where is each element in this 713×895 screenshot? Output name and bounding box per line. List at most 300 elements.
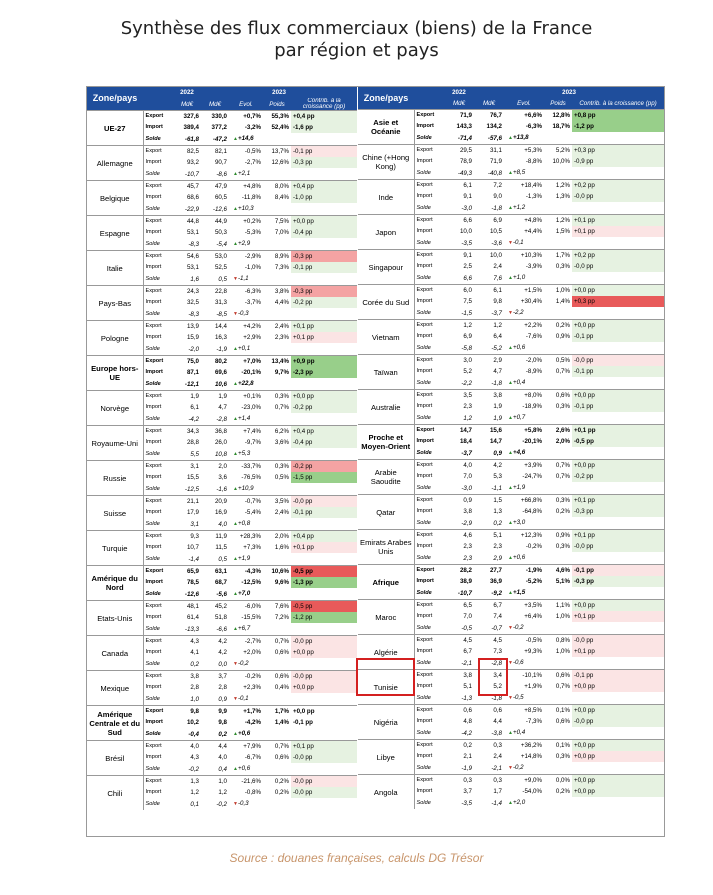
value-2023: -2,1 [491, 764, 502, 772]
weight: 0,2% [544, 320, 572, 332]
evolution: +2,3% [243, 684, 261, 691]
contribution [572, 692, 664, 705]
solde-change: ▲+13,8 [508, 134, 529, 141]
flow-label: Solde [145, 135, 161, 142]
flow-label: Export [143, 601, 173, 613]
weight: 12,8% [544, 110, 572, 122]
evolution: -1,0% [244, 264, 261, 271]
value-2023: 0,3 [474, 775, 504, 787]
flow-label: Solde [416, 799, 431, 806]
contribution: -0,3 pp [291, 157, 357, 168]
zone-name: Angola [358, 775, 414, 810]
value-2022: 48,1 [173, 601, 201, 613]
weight [544, 237, 572, 250]
flow-label: Solde [416, 554, 431, 561]
value-2022: 3,8 [463, 508, 472, 515]
value-2022: 0,1 [190, 800, 199, 808]
solde-change: ▲+14,6 [233, 135, 254, 142]
arrow-down-icon: ▼ [233, 661, 238, 667]
evolution: -0,7% [229, 496, 263, 508]
contribution: -1,2 pp [291, 612, 357, 623]
evolution: -8,9% [525, 368, 542, 375]
contribution [291, 728, 357, 741]
value-2023: 6,1 [474, 285, 504, 297]
value-2022: -12,1 [184, 380, 199, 388]
weight [263, 133, 291, 146]
evolution: +9,3% [524, 648, 542, 655]
value-2022: 10,0 [459, 228, 472, 235]
evolution: -4,2% [244, 719, 261, 726]
flow-label: Import [145, 124, 163, 130]
value-2022: 1,2 [190, 789, 199, 796]
weight: 0,1% [544, 705, 572, 717]
contribution: -0,5 pp [291, 601, 357, 613]
contribution: +0,1 pp [291, 741, 357, 753]
zone-name: Russie [87, 461, 143, 496]
weight [544, 132, 572, 145]
weight [544, 517, 572, 530]
weight [263, 588, 291, 601]
weight: 8,0% [263, 181, 291, 193]
weight: 4,6% [544, 565, 572, 577]
col-evol: Evol. [229, 98, 263, 111]
flow-label: Import [416, 228, 433, 234]
col-md-2022: Md€ [444, 98, 474, 110]
flow-label: Solde [416, 519, 431, 526]
value-2023: 9,9 [201, 706, 229, 718]
value-2023: 4,2 [201, 636, 229, 648]
contribution [572, 552, 664, 565]
value-2022: -13,3 [184, 625, 199, 633]
zone-name: Canada [87, 636, 143, 671]
table-row [87, 181, 357, 193]
value-2023: -0,7 [491, 624, 502, 632]
evolution: +6,6% [504, 110, 544, 122]
value-2022: 45,7 [173, 181, 201, 193]
weight: 12,6% [271, 159, 289, 166]
col-md-2022: Md€ [173, 98, 201, 111]
value-2022: -4,2 [461, 729, 472, 737]
value-2023: 44,9 [201, 216, 229, 228]
flow-label: Import [416, 368, 433, 374]
source-note: Source : douanes françaises, calculs DG Trésor [229, 851, 484, 865]
solde-change: ▲+2,1 [233, 170, 251, 177]
contribution [291, 378, 357, 391]
flow-label: Import [416, 438, 434, 444]
contribution: -0,5 pp [291, 566, 357, 578]
contribution [572, 202, 664, 215]
evolution: +3,5% [504, 600, 544, 612]
contribution: -0,0 pp [572, 355, 664, 367]
flow-label: Solde [416, 729, 431, 736]
value-2022: 29,5 [444, 145, 474, 157]
solde-change: ▲+1,5 [508, 589, 526, 596]
contribution: +0,1 pp [291, 542, 357, 553]
value-2023: -47,2 [212, 135, 227, 143]
arrow-up-icon: ▲ [508, 170, 513, 176]
contribution [572, 657, 664, 670]
arrow-up-icon: ▲ [233, 556, 238, 562]
contribution [572, 167, 664, 180]
weight: 0,7% [555, 683, 570, 690]
contribution: +0,3 pp [572, 145, 664, 157]
zone-name: Australie [358, 390, 414, 425]
value-2023: 80,2 [201, 356, 229, 368]
flow-label: Export [143, 426, 173, 438]
value-2023: 134,2 [486, 123, 502, 130]
zone-name: Asie et Océanie [358, 110, 414, 145]
value-2023: 0,5 [218, 275, 227, 283]
weight: 3,8% [263, 286, 291, 298]
solde-change: ▼-0,2 [508, 764, 524, 771]
flow-label: Import [145, 649, 162, 655]
contribution: +0,0 pp [572, 740, 664, 752]
value-2023: 5,3 [493, 473, 502, 480]
weight: 9,7% [274, 369, 289, 376]
value-2023: 2,4 [493, 263, 502, 270]
year-2022-header: 2022 [444, 87, 474, 98]
weight: 0,7% [555, 368, 570, 375]
value-2022: 2,8 [190, 684, 199, 691]
value-2023: 11,9 [201, 531, 229, 543]
value-2022: 9,3 [173, 531, 201, 543]
weight: 1,2% [544, 180, 572, 192]
evolution: +0,7% [229, 111, 263, 123]
weight [263, 308, 291, 321]
value-2023: 1,9 [493, 403, 502, 410]
evolution: -0,2% [525, 543, 542, 550]
flow-label: Export [143, 391, 173, 403]
table-row [87, 461, 357, 473]
flow-label: Solde [145, 205, 160, 212]
weight: 0,5% [274, 474, 289, 481]
value-2023: 10,8 [214, 450, 227, 458]
value-2023: 3,7 [201, 671, 229, 683]
value-2023: 20,9 [201, 496, 229, 508]
value-2023: 4,4 [493, 718, 502, 725]
value-2022: 68,6 [186, 194, 199, 201]
contribution [291, 658, 357, 671]
solde-change: ▼-0,6 [508, 659, 524, 666]
evolution: -7,6% [525, 333, 542, 340]
weight [263, 553, 291, 566]
table-row [358, 180, 664, 192]
zone-name: Emirats Arabes Unis [358, 530, 414, 565]
value-2023: 4,2 [218, 649, 227, 656]
solde-change: ▲+5,3 [233, 450, 251, 457]
solde-change: ▼-0,5 [508, 694, 524, 701]
flow-label: Export [414, 110, 444, 122]
contribution: +0,1 pp [572, 215, 664, 227]
value-2022: -71,4 [457, 134, 472, 142]
table-row [87, 251, 357, 263]
table-row [87, 706, 357, 718]
contribution: -0,0 pp [291, 752, 357, 763]
arrow-down-icon: ▼ [508, 695, 513, 701]
value-2023: -2,8 [491, 659, 502, 667]
weight: 0,8% [544, 635, 572, 647]
tunisie-value-highlight-box [478, 658, 508, 696]
weight: 0,3% [555, 753, 570, 760]
value-2022: 82,5 [173, 146, 201, 158]
weight: 0,9% [544, 530, 572, 542]
contribution: -0,5 pp [572, 436, 664, 447]
evolution: -2,7% [244, 159, 261, 166]
arrow-up-icon: ▲ [508, 730, 513, 736]
table-row [87, 111, 357, 123]
flow-label: Solde [145, 275, 160, 282]
arrow-up-icon: ▲ [233, 731, 238, 737]
contribution: -1,5 pp [291, 472, 357, 483]
header-spacer [143, 87, 173, 98]
flow-label: Export [143, 181, 173, 193]
solde-change: ▲+0,6 [233, 730, 251, 737]
contribution: +0,0 pp [572, 320, 664, 332]
value-2023: -1,8 [491, 694, 502, 702]
weight: 0,7% [263, 636, 291, 648]
arrow-down-icon: ▼ [508, 310, 513, 316]
flow-label: Export [414, 565, 444, 577]
value-2023: 1,2 [218, 789, 227, 796]
value-2022: 3,8 [444, 670, 474, 682]
flow-label: Export [143, 636, 173, 648]
col-poids: Poids [263, 98, 291, 111]
table-row [358, 740, 664, 752]
table-row [87, 356, 357, 368]
value-2023: 2,8 [218, 684, 227, 691]
weight: 1,0% [555, 613, 570, 620]
evolution: +4,2% [229, 321, 263, 333]
value-2023: 6,9 [474, 215, 504, 227]
weight: 1,6% [274, 544, 289, 551]
value-2023: 7,6 [493, 274, 502, 282]
value-2022: -2,2 [461, 379, 472, 387]
weight: 2,4% [263, 321, 291, 333]
flow-label: Solde [416, 204, 431, 211]
flow-label: Solde [145, 555, 160, 562]
col-contrib: Contrib. à la croissance (pp) [291, 98, 357, 111]
evolution: -64,8% [522, 508, 542, 515]
weight: 5,2% [544, 145, 572, 157]
value-2022: -49,3 [457, 169, 472, 177]
evolution: +30,4% [520, 298, 542, 305]
weight: 0,3% [555, 403, 570, 410]
contribution [291, 308, 357, 321]
weight [263, 238, 291, 251]
contribution: +0,0 pp [572, 390, 664, 402]
evolution: +4,8% [504, 215, 544, 227]
flow-label: Solde [145, 730, 161, 737]
flow-label: Import [416, 788, 433, 794]
value-2023: 4,7 [218, 404, 227, 411]
zone-name: Afrique [358, 565, 414, 600]
zone-name: Turquie [87, 531, 143, 566]
value-2023: 4,4 [201, 741, 229, 753]
value-2022: 2,1 [463, 753, 472, 760]
value-2023: 1,2 [474, 320, 504, 332]
value-2022: -61,8 [184, 135, 199, 143]
contribution: -1,6 pp [291, 122, 357, 133]
value-2023: 14,4 [201, 321, 229, 333]
weight: 1,5% [555, 228, 570, 235]
contribution: -1,2 pp [572, 121, 664, 132]
table-row [87, 636, 357, 648]
value-2022: -3,7 [461, 449, 472, 457]
weight: 0,6% [544, 670, 572, 682]
evolution: +4,4% [524, 228, 542, 235]
flow-label: Export [414, 285, 444, 297]
value-2023: 36,9 [489, 578, 502, 585]
evolution: -5,2% [525, 578, 542, 585]
value-2022: -10,7 [184, 170, 199, 178]
weight: 0,3% [263, 391, 291, 403]
value-2022: 6,5 [444, 600, 474, 612]
table-row [358, 775, 664, 787]
flow-label: Export [414, 460, 444, 472]
contribution: -0,1 pp [572, 401, 664, 412]
contribution: -0,1 pp [572, 366, 664, 377]
value-2022: 143,3 [456, 123, 472, 130]
zone-name: Chine (+Hong Kong) [358, 145, 414, 180]
value-2023: 31,3 [214, 299, 227, 306]
value-2022: 9,1 [463, 193, 472, 200]
contribution: +0,4 pp [291, 111, 357, 123]
value-2023: -1,1 [491, 484, 502, 492]
value-2023: -1,8 [491, 204, 502, 212]
value-2022: -1,9 [461, 764, 472, 772]
col-poids: Poids [544, 98, 572, 110]
weight [544, 307, 572, 320]
evolution: +4,8% [229, 181, 263, 193]
evolution: -33,7% [229, 461, 263, 473]
flow-label: Solde [416, 169, 431, 176]
arrow-down-icon: ▼ [508, 625, 513, 631]
value-2022: 1,0 [190, 695, 199, 703]
arrow-up-icon: ▲ [233, 521, 238, 527]
evolution: +2,0% [243, 649, 261, 656]
arrow-down-icon: ▼ [233, 276, 238, 282]
weight: 7,6% [263, 601, 291, 613]
contribution [572, 272, 664, 285]
evolution: +7,9% [229, 741, 263, 753]
contribution: +0,8 pp [572, 110, 664, 122]
value-2023: 1,3 [493, 508, 502, 515]
value-2022: 5,5 [190, 450, 199, 458]
value-2023: -6,6 [216, 625, 227, 633]
weight [263, 798, 291, 810]
weight [544, 447, 572, 460]
value-2022: 4,1 [190, 649, 199, 656]
value-2023: 27,7 [474, 565, 504, 577]
value-2023: -3,6 [491, 239, 502, 247]
evolution: -10,1% [504, 670, 544, 682]
arrow-up-icon: ▲ [508, 275, 513, 281]
flow-label: Import [416, 298, 433, 304]
value-2022: 4,6 [444, 530, 474, 542]
value-2022: 3,0 [444, 355, 474, 367]
value-2022: -12,5 [184, 485, 199, 493]
evolution: -23,0% [241, 404, 261, 411]
contribution: +0,4 pp [291, 426, 357, 438]
arrow-up-icon: ▲ [233, 381, 238, 387]
weight [263, 168, 291, 181]
value-2022: 3,1 [173, 461, 201, 473]
value-2023: -12,6 [212, 205, 227, 213]
contribution: +0,0 pp [291, 706, 357, 718]
flow-label: Import [145, 544, 162, 550]
value-2022: -2,0 [188, 345, 199, 353]
value-2022: 3,5 [444, 390, 474, 402]
flow-label: Solde [416, 694, 431, 701]
contribution: -0,1 pp [291, 262, 357, 273]
weight: 0,9% [555, 333, 570, 340]
contribution: -0,9 pp [572, 156, 664, 167]
solde-change: ▲+7,0 [233, 590, 251, 597]
flow-label: Export [143, 216, 173, 228]
value-2023: 9,8 [218, 719, 227, 726]
zone-name: Taïwan [358, 355, 414, 390]
value-2022: 4,8 [463, 718, 472, 725]
table-row [87, 601, 357, 613]
solde-change: ▲+1,2 [508, 204, 526, 211]
flow-label: Export [143, 741, 173, 753]
value-2022: -2,9 [461, 519, 472, 527]
weight [544, 202, 572, 215]
left-table [87, 87, 357, 810]
value-2023: -9,2 [491, 589, 502, 597]
table-row [87, 146, 357, 158]
solde-change: ▲+0,4 [508, 729, 526, 736]
flow-label: Import [145, 334, 162, 340]
value-2023: 0,6 [474, 705, 504, 717]
value-2023: 47,9 [201, 181, 229, 193]
evolution: +9,0% [504, 775, 544, 787]
contribution: -0,0 pp [572, 635, 664, 647]
arrow-up-icon: ▲ [508, 520, 513, 526]
contribution: +0,4 pp [291, 181, 357, 193]
contribution: +0,1 pp [572, 646, 664, 657]
flow-label: Import [416, 543, 433, 549]
table-row [87, 531, 357, 543]
flow-label: Import [416, 263, 433, 269]
table-row [358, 390, 664, 402]
weight: 2,4% [274, 509, 289, 516]
value-2023: -40,8 [487, 169, 502, 177]
zone-name: Inde [358, 180, 414, 215]
solde-change: ▲+8,5 [508, 169, 526, 176]
contribution: -0,4 pp [291, 437, 357, 448]
value-2022: -12,6 [184, 590, 199, 598]
weight: 0,6% [555, 718, 570, 725]
value-2023: 82,1 [201, 146, 229, 158]
weight [263, 623, 291, 636]
zone-name: Espagne [87, 216, 143, 251]
flow-label: Export [414, 495, 444, 507]
weight [544, 587, 572, 600]
table-row [87, 496, 357, 508]
contribution: -0,2 pp [291, 402, 357, 413]
evolution: -7,3% [525, 718, 542, 725]
zone-name: Amérique du Nord [87, 566, 143, 601]
value-2022: 6,1 [190, 404, 199, 411]
value-2023: 7,2 [474, 180, 504, 192]
flow-label: Export [143, 146, 173, 158]
value-2022: 1,3 [173, 776, 201, 788]
contribution: +0,0 pp [572, 460, 664, 472]
solde-change: ▲+3,0 [508, 519, 526, 526]
arrow-up-icon: ▲ [508, 555, 513, 561]
value-2023: 2,3 [493, 543, 502, 550]
